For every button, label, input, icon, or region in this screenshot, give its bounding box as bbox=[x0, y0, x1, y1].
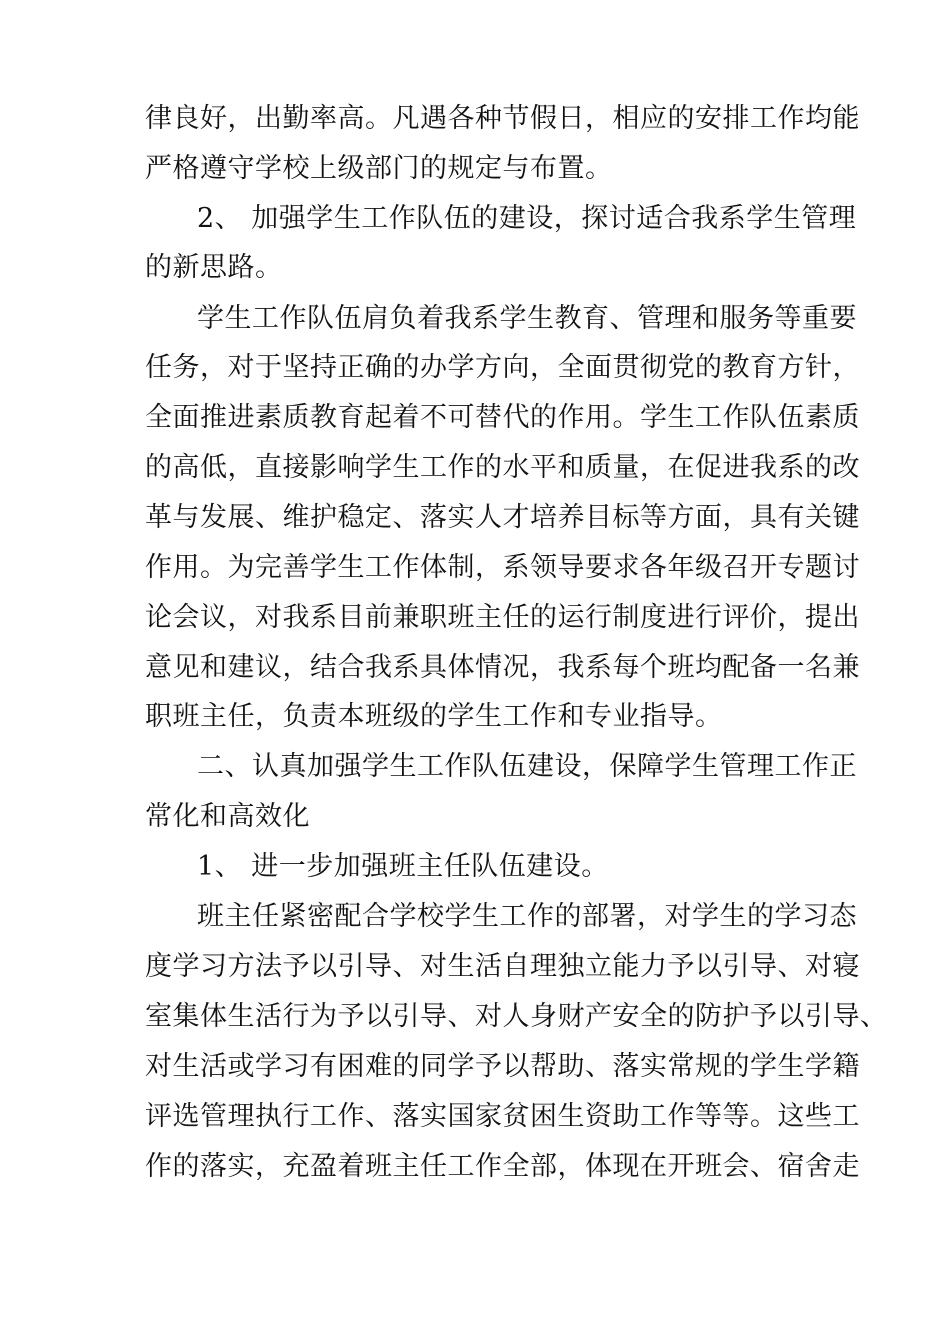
text-line: 全面推进素质教育起着不可替代的作用。学生工作队伍素质 bbox=[145, 402, 860, 433]
text-line: 室集体生活行为予以引导、对人身财产安全的防护予以引导、 bbox=[145, 1001, 888, 1032]
text-line: 意见和建议，结合我系具体情况，我系每个班均配备一名兼 bbox=[145, 652, 860, 683]
text-line: 常化和高效化 bbox=[145, 801, 310, 832]
text-line: 的新思路。 bbox=[145, 252, 283, 283]
paragraph-first-line: 班主任紧密配合学校学生工作的部署，对学生的学习态 bbox=[197, 901, 857, 932]
numbered-heading-line: 1、 进一步加强班主任队伍建设。 bbox=[197, 851, 609, 882]
text-line: 作用。为完善学生工作体制，系领导要求各年级召开专题讨 bbox=[145, 552, 860, 583]
numbered-heading-line: 2、 加强学生工作队伍的建设，探讨适合我系学生管理 bbox=[197, 203, 857, 234]
text-line: 评选管理执行工作、落实国家贫困生资助工作等等。这些工 bbox=[145, 1101, 860, 1132]
text-line: 任务，对于坚持正确的办学方向，全面贯彻党的教育方针， bbox=[145, 352, 860, 383]
section-heading-line: 二、认真加强学生工作队伍建设，保障学生管理工作正 bbox=[197, 751, 857, 782]
text-line: 严格遵守学校上级部门的规定与布置。 bbox=[145, 153, 613, 184]
text-line: 律良好，出勤率高。凡遇各种节假日，相应的安排工作均能 bbox=[145, 103, 860, 134]
paragraph-first-line: 学生工作队伍肩负着我系学生教育、管理和服务等重要 bbox=[197, 303, 857, 334]
text-line: 论会议，对我系目前兼职班主任的运行制度进行评价，提出 bbox=[145, 602, 860, 633]
text-line: 革与发展、维护稳定、落实人才培养目标等方面，具有关键 bbox=[145, 502, 860, 533]
text-line: 对生活或学习有困难的同学予以帮助、落实常规的学生学籍 bbox=[145, 1051, 860, 1082]
text-line: 职班主任，负责本班级的学生工作和专业指导。 bbox=[145, 701, 723, 732]
text-line: 度学习方法予以引导、对生活自理独立能力予以引导、对寝 bbox=[145, 951, 860, 982]
text-line: 的高低，直接影响学生工作的水平和质量，在促进我系的改 bbox=[145, 452, 860, 483]
text-line: 作的落实，充盈着班主任工作全部，体现在开班会、宿舍走 bbox=[145, 1151, 860, 1182]
